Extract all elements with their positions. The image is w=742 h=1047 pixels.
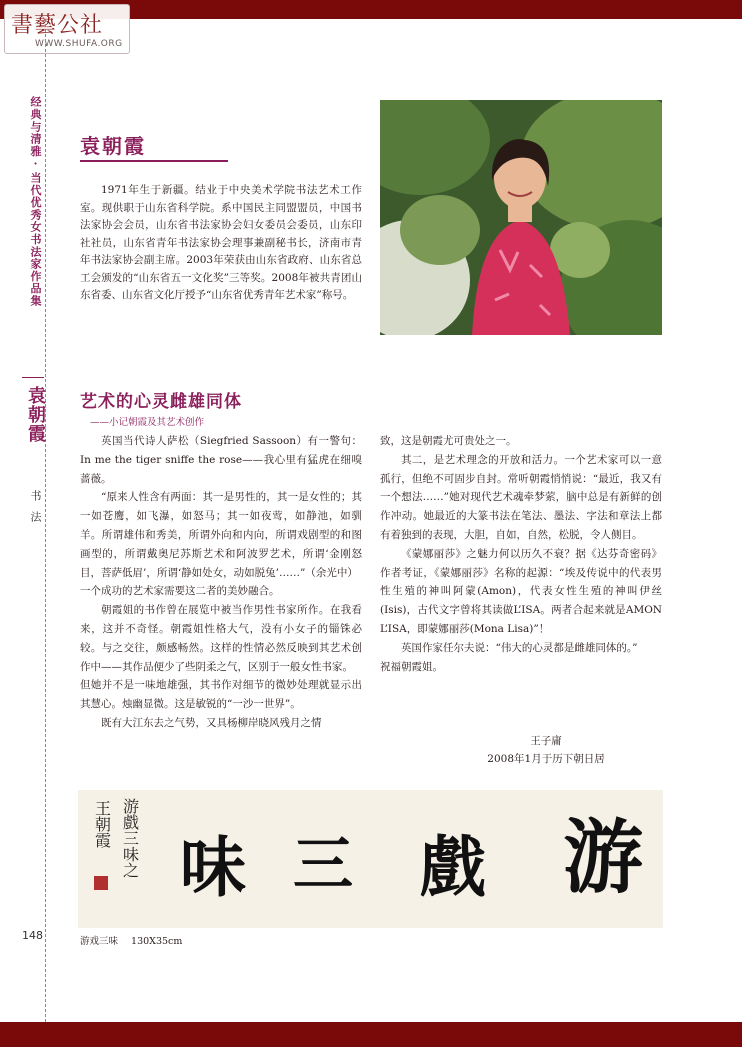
article-paragraph: 《蒙娜丽莎》之魅力何以历久不衰？据《达芬奇密码》作者考证，《蒙娜丽莎》名称的起源：“埃及传说中的代表男性生殖的神叫阿蒙(Amon)，代表女性生殖的神叫伊丝(Isis)，古代文字曾将其读做L’ISA。两者合起来就是AMON L’ISA，即蒙娜丽莎(Mona Lisa)”！ (380, 547, 662, 635)
site-logo[interactable] (4, 4, 130, 54)
artwork-caption (80, 933, 192, 947)
name-underline (80, 160, 228, 162)
side-separator (22, 377, 44, 378)
artwork-signature: 王朝霞 (92, 800, 112, 848)
artist-photo (380, 100, 662, 335)
article-paragraph: 一个成功的艺术家需要这二者的美妙融合。 (80, 585, 280, 598)
article-paragraph: 英国作家任尔夫说：“伟大的心灵都是雌雄同体的。” (401, 641, 638, 654)
article-subtitle: ——小记朝霞及其艺术创作 (90, 417, 205, 428)
sidebar-artist-name: 袁朝霞 (25, 386, 46, 443)
artwork-char-4: 味 (180, 828, 246, 906)
series-title: 经典与清雅·当代优秀女书法家作品集 (29, 96, 42, 308)
article-paragraph: “原来人性含有两面：其一是男性的，其一是女性的；其一如苍鹰，如飞瀑，如怒马；其一如夜莺，如静池，如驯羊。所谓雄伟和秀美，所谓外向和内向，所谓戏剧型的和图画型的，所谓戴奥尼苏斯艺术和阿波罗艺术，所谓‘金刚怒目，菩萨低眉’，所谓‘静如处女，动如脱兔’……”（余光中） (80, 491, 362, 579)
artist-name: 袁朝霞 (80, 134, 146, 158)
article-paragraph: 其二，是艺术理念的开放和活力。一个艺术家可以一意孤行，但绝不可固步自封。常听朝霞悄悄说：“最近，我又有一个想法……”她对现代艺术魂牵梦萦，脑中总是有新鲜的创作冲动。她最近的大篆书法在笔法、墨法、字法和章法上都有着独到的表现，大胆，自如，自然，松脱，令人侧目。 (380, 453, 662, 541)
seal-stamp (94, 876, 108, 890)
sidebar-category: 书法 (29, 490, 42, 532)
logo-url[interactable]: WWW.SHUFA.ORG (35, 39, 123, 49)
article-paragraph: 祝福朝霞姐。 (380, 660, 443, 673)
bottom-bar (0, 1022, 742, 1047)
logo-text: 書藝公社 (11, 13, 104, 38)
artwork-caption-size: 130X35cm (131, 936, 183, 947)
article-title: 艺术的心灵雌雄同体 (80, 392, 242, 412)
article-column-right (380, 432, 662, 676)
calligraphy-artwork (78, 790, 663, 928)
article-date: 2008年1月于历下朝日居 (487, 753, 605, 765)
page-number: 148 (22, 929, 43, 942)
artwork-inscription: 游戲三味之 (120, 798, 140, 878)
artwork-caption-title: 游戏三味 (80, 936, 119, 947)
artwork-char-1: 游 (563, 810, 643, 904)
article-paragraph: 既有大江东去之气势，又具杨柳岸晓风残月之情 (101, 716, 322, 729)
artist-bio: 1971年生于新疆。结业于中央美术学院书法艺术工作室。现供职于山东省科学院。系中国民主同盟盟员，中国书法家协会会员，山东省书法家协会妇女委员会委员，山东印社社员，山东省青年书法家协会理事兼副秘书长，济南市青年书法家协会副主席。2003年荣获由山东省政府、山东省总工会颁发的“山东省五一文化奖”三等奖。2008年被共青团山东省委、山东省文化厅授予“山东省优秀青年艺术家”称号。 (80, 184, 362, 301)
artwork-char-2: 戲 (420, 828, 486, 906)
side-divider (45, 19, 46, 1022)
article-paragraph: 朝霞姐的书作曾在展览中被当作男性书家所作。在我看来，这并不奇怪。朝霞姐性格大气，没有小女子的锱铢必较。与之交往，颇感畅然。这样的性情必然反映到其艺术创作中——其作品便少了些阴柔之气，区别于一般女性书家。 (80, 604, 362, 673)
article-paragraph: 致，这是朝霞尤可贵处之一。 (380, 435, 517, 447)
artwork-char-3: 三 (293, 830, 353, 900)
article-column-left (80, 432, 362, 733)
article-author: 王子庸 (530, 735, 562, 747)
article-paragraph: 英国当代诗人萨松（Siegfried Sassoon）有一警句：In me the tiger sniffe the rose——我心里有猛虎在细嗅蔷薇。 (80, 435, 362, 485)
article-signature (380, 732, 662, 768)
article-paragraph: 但她并不是一味地雄强，其书作对细节的微妙处理就显示出其慧心。烛幽显微。这是敏锐的“一沙一世界”。 (80, 679, 362, 711)
